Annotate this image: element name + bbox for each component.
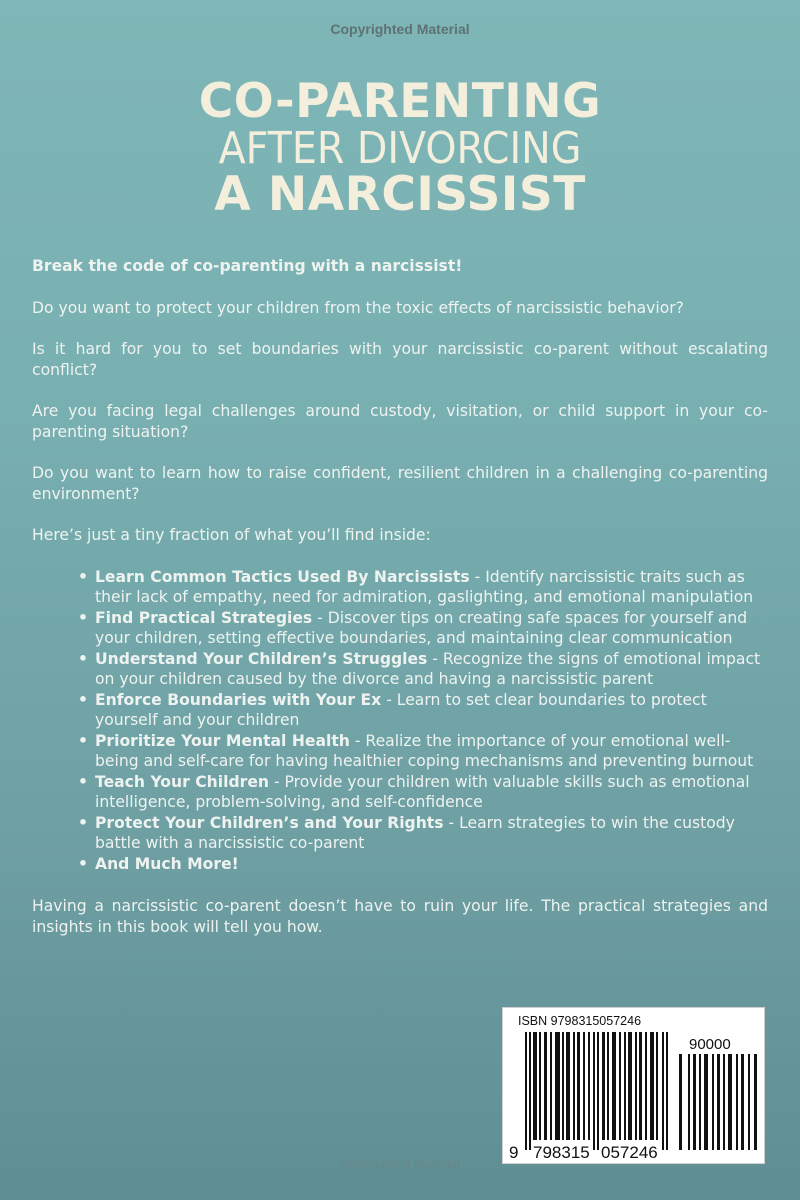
feature-item	[78, 608, 768, 649]
feature-item	[78, 813, 768, 854]
isbn-barcode	[502, 1007, 765, 1164]
bullet-icon: •	[78, 649, 88, 668]
price-code: 90000	[689, 1036, 731, 1053]
title-line-2: AFTER DIVORCING	[218, 123, 582, 174]
feature-heading: And Much More!	[95, 854, 239, 873]
blurb	[32, 256, 768, 958]
feature-heading: Learn Common Tactics Used By Narcissists	[95, 567, 470, 586]
feature-text: - Learn strategies to win the custody battle with a narcissistic co-parent	[95, 813, 735, 852]
feature-heading: Understand Your Children’s Struggles	[95, 649, 428, 668]
copyright-watermark-bottom: Copyrighted Material	[340, 1156, 460, 1171]
feature-heading: Teach Your Children	[95, 772, 269, 791]
feature-text: - Learn to set clear boundaries to protect yourself and your children	[95, 690, 707, 729]
feature-item	[78, 772, 768, 813]
feature-item	[78, 649, 768, 690]
feature-text: - Recognize the signs of emotional impact on your children caused by the divorce and having a narcissistic parent	[95, 649, 761, 688]
feature-list	[32, 567, 768, 875]
bullet-icon: •	[78, 772, 88, 791]
feature-text: - Identify narcissistic traits such as their lack of empathy, need for admiration, gaslighting, and emotional manipulation	[95, 567, 754, 606]
bullet-icon: •	[78, 608, 88, 627]
blurb-question-1: Do you want to protect your children from the toxic effects of narcissistic behavior?	[32, 298, 684, 317]
feature-heading: Find Practical Strategies	[95, 608, 313, 627]
feature-item	[78, 731, 768, 772]
feature-item	[78, 690, 768, 731]
bullet-icon: •	[78, 731, 88, 750]
barcode-digit-prefix: 9	[509, 1143, 519, 1162]
bullet-icon: •	[78, 567, 88, 586]
barcode-digits-group-1: 798315	[533, 1143, 590, 1162]
feature-text: - Provide your children with valuable skills such as emotional intelligence, problem-solving, and self-confidence	[95, 772, 750, 811]
blurb-question-3: Are you facing legal challenges around custody, visitation, or child support in your co-parenting situation?	[32, 402, 768, 441]
addon-barcode-icon	[679, 1054, 759, 1150]
book-title	[0, 74, 800, 222]
feature-heading: Protect Your Children’s and Your Rights	[95, 813, 444, 832]
feature-text: - Discover tips on creating safe spaces for yourself and your children, setting effective boundaries, and maintaining clear communication	[95, 608, 748, 647]
feature-heading: Enforce Boundaries with Your Ex	[95, 690, 382, 709]
copyright-watermark-top: Copyrighted Material	[330, 21, 470, 37]
blurb-question-2: Is it hard for you to set boundaries with your narcissistic co-parent without escalating conflict?	[32, 340, 768, 379]
blurb-question-4: Do you want to learn how to raise confident, resilient children in a challenging co-parenting environment?	[32, 464, 768, 503]
title-line-3: A NARCISSIST	[214, 167, 586, 222]
bullet-icon: •	[78, 854, 88, 873]
blurb-lead: Break the code of co-parenting with a narcissist!	[32, 257, 463, 275]
barcode-bars-icon	[525, 1032, 668, 1150]
feature-text: - Realize the importance of your emotional well-being and self-care for having healthier coping mechanisms and preventing burnout	[95, 731, 754, 770]
bullet-icon: •	[78, 813, 88, 832]
title-line-1: CO-PARENTING	[198, 74, 602, 129]
bullet-icon: •	[78, 690, 88, 709]
blurb-closing: Having a narcissistic co-parent doesn’t have to ruin your life. The practical strategies and insights in this book will tell you how.	[32, 897, 768, 936]
feature-item	[78, 567, 768, 608]
barcode-digits-group-2: 057246	[601, 1143, 658, 1162]
blurb-intro: Here’s just a tiny fraction of what you’ll find inside:	[32, 526, 431, 544]
feature-item	[78, 854, 768, 875]
feature-heading: Prioritize Your Mental Health	[95, 731, 350, 750]
isbn-label: ISBN 9798315057246	[518, 1014, 642, 1028]
